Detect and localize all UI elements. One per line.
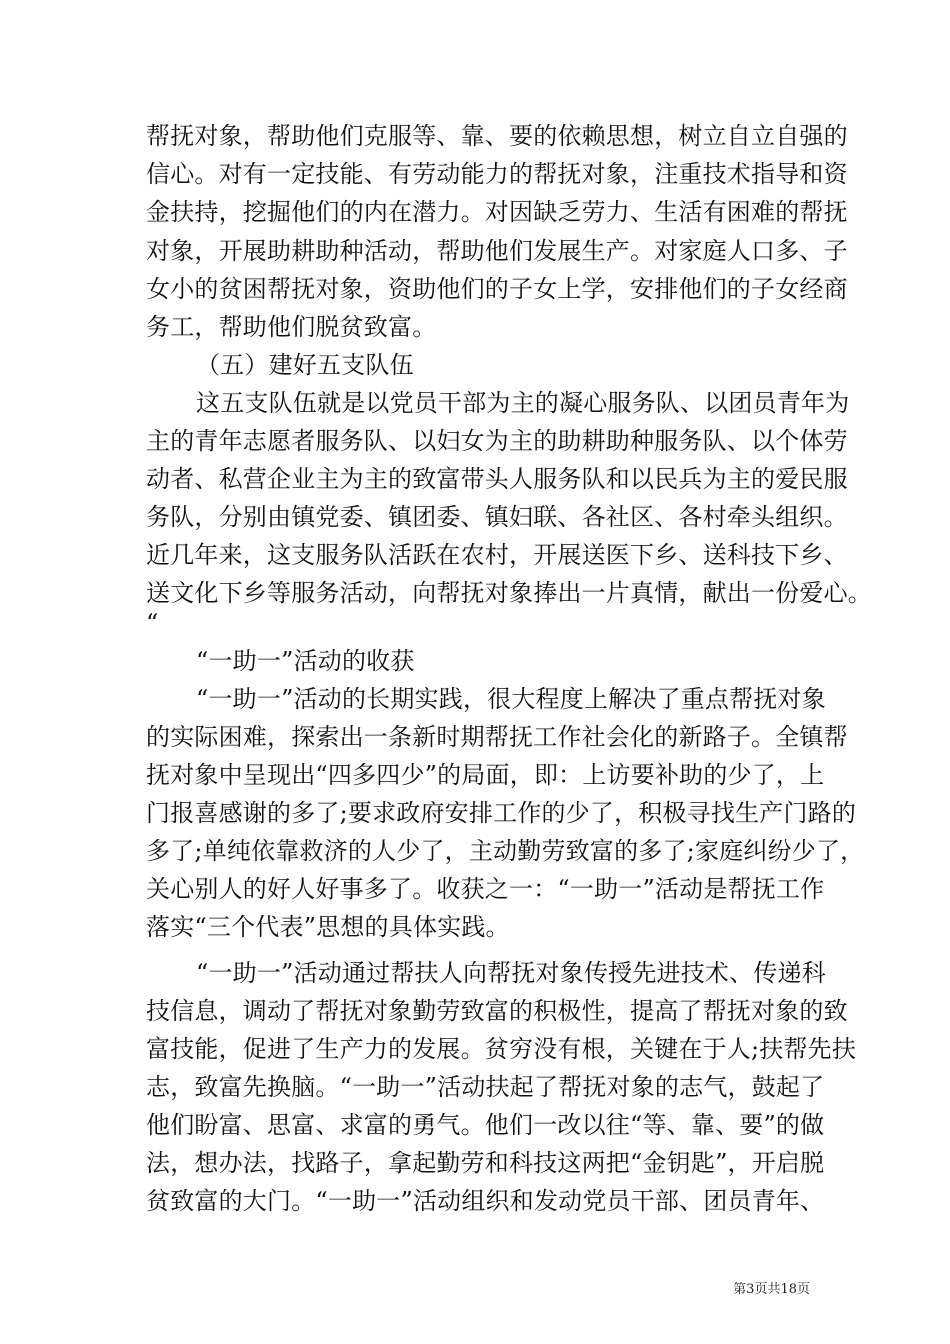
body-text-line: 近几年来，这支服务队活跃在农村，开展送医下乡、送科技下乡、	[146, 541, 848, 569]
body-text-line: 的实际困难，探索出一条新时期帮抚工作社会化的新路子。全镇帮	[146, 723, 848, 751]
body-text-line: 金扶持，挖掘他们的内在潜力。对因缺乏劳力、生活有困难的帮抚	[146, 198, 848, 226]
body-text-line: 这五支队伍就是以党员干部为主的凝心服务队、以团员青年为	[196, 389, 850, 417]
body-text-line: 对象，开展助耕助种活动，帮助他们发展生产。对家庭人口多、子	[146, 237, 848, 265]
body-text-line: 技信息，调动了帮抚对象勤劳致富的积极性，提高了帮抚对象的致	[146, 997, 848, 1025]
body-text-line: “一助一”活动的长期实践，很大程度上解决了重点帮抚对象	[196, 685, 826, 713]
body-text-line: “一助一”活动通过帮扶人向帮抚对象传授先进技术、传递科	[196, 959, 826, 987]
page-number-footer: 第3页共18页	[733, 1282, 810, 1297]
section-heading: （五）建好五支队伍	[196, 351, 414, 379]
body-text-line: 门报喜感谢的多了;要求政府安排工作的少了，积极寻找生产门路的	[146, 799, 857, 827]
body-text-line: 多了;单纯依靠救济的人少了，主动勤劳致富的多了;家庭纠纷少了，	[146, 837, 865, 865]
body-text-line: 他们盼富、思富、求富的勇气。他们一改以往“等、靠、要”的做	[146, 1111, 825, 1139]
body-text-line: 志，致富先换脑。“一助一”活动扶起了帮抚对象的志气，鼓起了	[146, 1073, 825, 1101]
body-text-line: 主的青年志愿者服务队、以妇女为主的助耕助种服务队、以个体劳	[146, 427, 848, 455]
body-text-line: 贫致富的大门。“一助一”活动组织和发动党员干部、团员青年、	[146, 1187, 825, 1215]
body-text-line: 法，想办法，找路子，拿起勤劳和科技这两把“金钥匙”，开启脱	[146, 1149, 825, 1177]
body-text-line: 帮抚对象，帮助他们克服等、靠、要的依赖思想，树立自立自强的	[146, 122, 848, 150]
body-text-line: 关心别人的好人好事多了。收获之一：“一助一”活动是帮抚工作	[146, 875, 825, 903]
stray-quote-mark: “	[146, 609, 159, 637]
body-text-line: 女小的贫困帮抚对象，资助他们的子女上学，安排他们的子女经商	[146, 275, 848, 303]
body-text-line: 送文化下乡等服务活动，向帮抚对象捧出一片真情，献出一份爱心。	[146, 579, 872, 607]
body-text-line: 富技能，促进了生产力的发展。贫穷没有根，关键在于人;扶帮先扶	[146, 1035, 857, 1063]
body-text-line: 落实“三个代表”思想的具体实践。	[146, 913, 510, 941]
section-heading: “一助一”活动的收获	[196, 647, 415, 675]
body-text-line: 信心。对有一定技能、有劳动能力的帮抚对象，注重技术指导和资	[146, 160, 848, 188]
body-text-line: 动者、私营企业主为主的致富带头人服务队和以民兵为主的爱民服	[146, 465, 848, 493]
body-text-line: 抚对象中呈现出“四多四少”的局面，即：上访要补助的少了，上	[146, 761, 825, 789]
body-text-line: 务队，分别由镇党委、镇团委、镇妇联、各社区、各村牵头组织。	[146, 503, 848, 531]
body-text-line: 务工，帮助他们脱贫致富。	[146, 313, 437, 341]
